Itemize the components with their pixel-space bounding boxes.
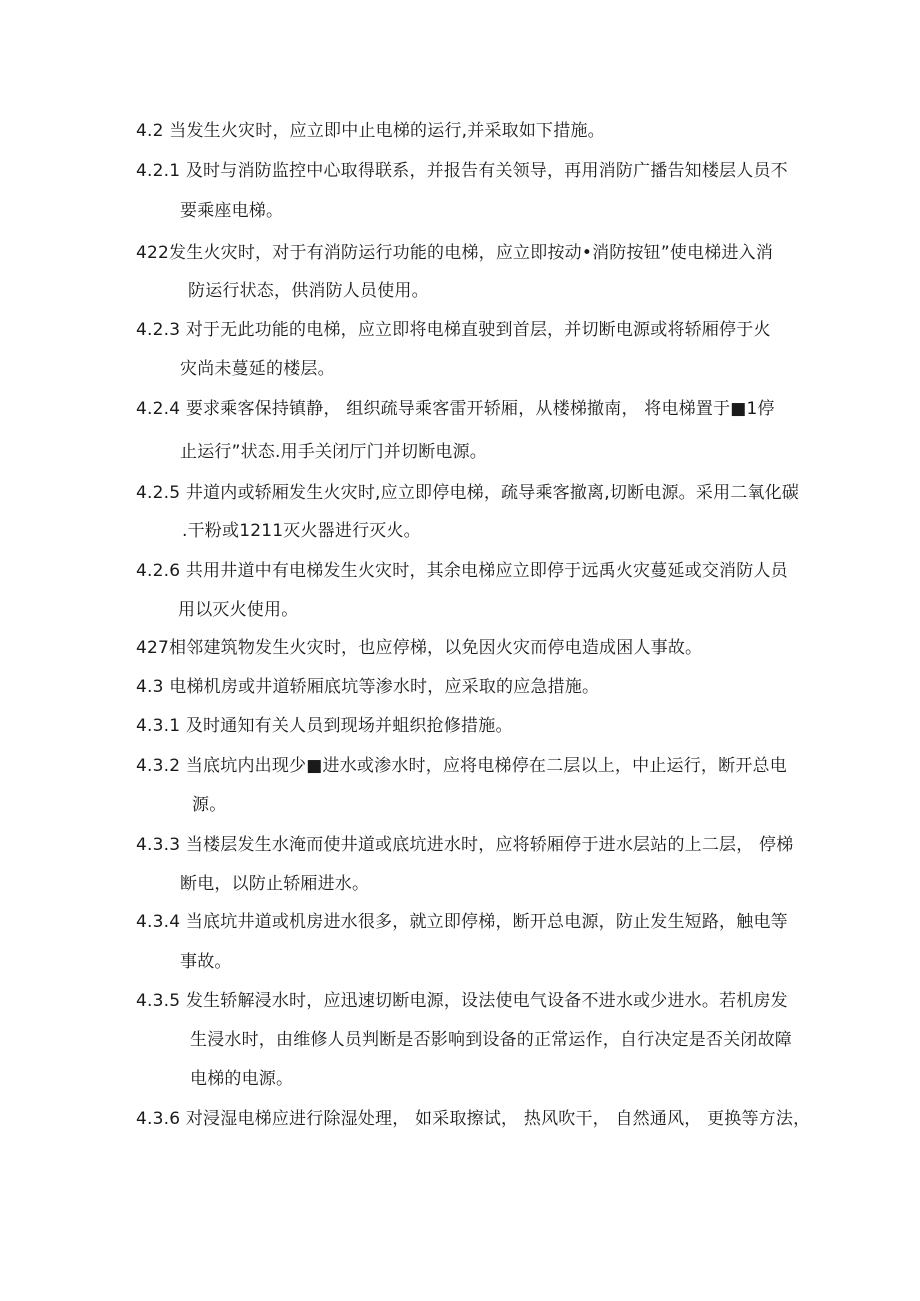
text-line: .干粉或1211灭火器进行灭火。 [182,521,421,541]
text-line: 427相邻建筑物发生火灾时，也应停梯，以免因火灾而停电造成困人事故。 [136,638,703,658]
text-line: 生浸水时，由维修人员判断是否影响到设备的正常运作，自行决定是否关闭故障 [190,1030,792,1050]
text-line: 止运行”状态.用手关闭厅门并切断电源。 [180,442,488,462]
text-line: 4.2.5 井道内或轿厢发生火灾时,应立即停电梯，疏导乘客撤离,切断电源。采用二氧化碳 [136,483,800,503]
text-line: 防运行状态，供消防人员使用。 [188,281,429,301]
text-line: 422发生火灾时，对于有消防运行功能的电梯，应立即按动•消防按钮”使电梯进入消 [136,243,774,263]
text-line: 源。 [192,795,227,815]
text-line: 要乘座电梯。 [180,201,284,221]
text-line: 4.2.3 对于无此功能的电梯，应立即将电梯直驶到首层，并切断电源或将轿厢停于火 [136,320,771,340]
text-line: 4.3.5 发生轿解浸水时，应迅速切断电源，设法使电气设备不进水或少进水。若机房发 [136,991,788,1011]
text-line: 电梯的电源。 [190,1069,294,1089]
text-line: 用以灭火使用。 [178,600,299,620]
text-line: 灾尚未蔓延的楼层。 [180,359,335,379]
text-line: 4.2.1 及时与消防监控中心取得联系，并报告有关领导，再用消防广播告知楼层人员不 [136,161,788,181]
text-line: 断电，以防止轿厢进水。 [180,874,370,894]
text-line: 事故。 [180,952,232,972]
text-line: 4.3 电梯机房或井道轿厢底坑等渗水时，应采取的应急措施。 [136,677,600,697]
text-line: 4.3.4 当底坑井道或机房进水很多，就立即停梯，断开总电源，防止发生短路，触电等 [136,912,788,932]
text-line: 4.3.6 对浸湿电梯应进行除湿处理， 如采取擦试， 热风吹干， 自然通风， 更换等方法， [136,1109,811,1129]
text-line: 4.3.2 当底坑内出现少■进水或渗水时，应将电梯停在二层以上，中止运行，断开总电 [136,756,787,776]
text-line: 4.3.3 当楼层发生水淹而使井道或底坑进水时，应将轿厢停于进水层站的上二层， 停梯 [136,835,794,855]
text-line: 4.2.4 要求乘客保持镇静， 组织疏导乘客雷开轿厢，从楼梯撤南， 将电梯置于■1停 [136,399,775,419]
text-line: 4.3.1 及时通知有关人员到现场并蛆织抢修措施。 [136,716,513,736]
text-line: 4.2 当发生火灾时，应立即中止电梯的运行,并采取如下措施。 [136,121,605,141]
text-line: 4.2.6 共用井道中有电梯发生火灾时，其余电梯应立即停于远禹火灾蔓延或交消防人员 [136,561,788,581]
